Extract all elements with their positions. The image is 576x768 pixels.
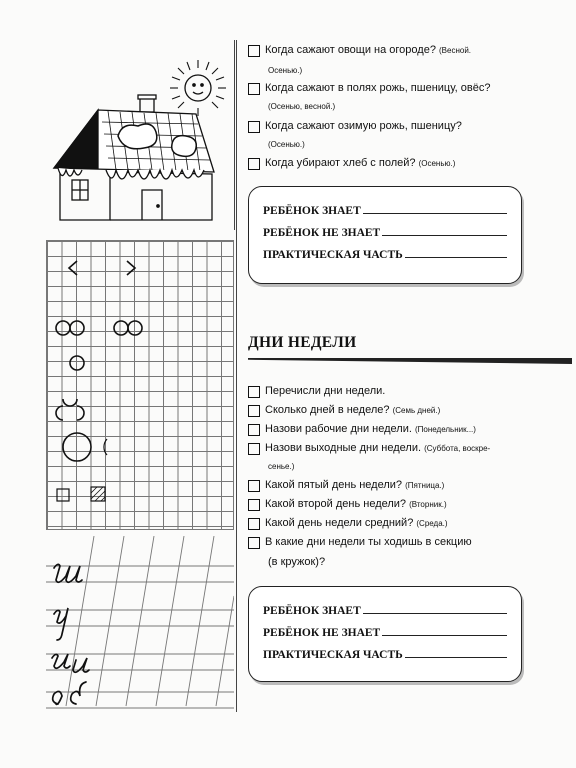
- answer-hint-continuation: сенье.): [268, 462, 295, 471]
- answer-hint: (Пятница.): [405, 481, 445, 490]
- grid-figures-pattern: [47, 241, 235, 531]
- answer-line[interactable]: [382, 635, 507, 636]
- answer-line[interactable]: [363, 613, 507, 614]
- question-item: [248, 404, 440, 418]
- practice-row: [263, 639, 507, 661]
- practice-row: [263, 239, 507, 261]
- question-item: [248, 517, 448, 531]
- checkbox[interactable]: [248, 158, 260, 170]
- section-title: ДНИ НЕДЕЛИ: [248, 334, 357, 351]
- answer-line[interactable]: [363, 213, 507, 214]
- answer-hint-continuation: (Осенью, весной.): [268, 102, 336, 111]
- assessment-box: [248, 186, 522, 284]
- answer-hint: (Весной.: [439, 46, 472, 55]
- question-item: [248, 479, 444, 493]
- checkbox[interactable]: [248, 424, 260, 436]
- answer-hint-continuation: Осенью.): [268, 66, 303, 75]
- squared-copybook-panel: [46, 240, 234, 530]
- cursive-letters-practice: [46, 536, 234, 714]
- assessment-box: [248, 586, 522, 682]
- question-item: [248, 44, 471, 58]
- question-item: [248, 498, 447, 512]
- answer-hint: (Понедельник...): [414, 425, 476, 434]
- knows-row: [263, 595, 507, 617]
- question-text: Когда сажают озимую рожь, пшеницу?: [265, 120, 462, 132]
- knows-label: РЕБЁНОК ЗНАЕТ: [263, 605, 361, 617]
- question-item: [248, 423, 476, 437]
- answer-hint-continuation: (Осенью.): [268, 140, 305, 149]
- question-text: Какой день недели средний?: [265, 517, 414, 529]
- answer-line[interactable]: [405, 657, 507, 658]
- question-text: Когда сажают в полях рожь, пшеницу, овёс?: [265, 82, 491, 94]
- question-text: Когда убирают хлеб с полей?: [265, 157, 416, 169]
- knows-label: РЕБЁНОК ЗНАЕТ: [263, 205, 361, 217]
- answer-hint: (Семь дней.): [392, 406, 441, 415]
- practice-label: ПРАКТИЧЕСКАЯ ЧАСТЬ: [263, 649, 403, 661]
- question-text: Назови выходные дни недели.: [265, 442, 422, 454]
- section-divider: [248, 358, 572, 364]
- question-text: Какой второй день недели?: [265, 498, 407, 510]
- column-divider-line: [236, 40, 237, 712]
- answer-hint: (Вторник.): [409, 500, 447, 509]
- checkbox[interactable]: [248, 518, 260, 530]
- house-illustration-panel: [46, 40, 235, 230]
- checkbox[interactable]: [248, 443, 260, 455]
- practice-label: ПРАКТИЧЕСКАЯ ЧАСТЬ: [263, 249, 403, 261]
- answer-hint: (Среда.): [416, 519, 448, 528]
- question-item: [248, 442, 490, 456]
- question-item: [248, 82, 490, 96]
- question-text: Какой пятый день недели?: [265, 479, 403, 491]
- checkbox[interactable]: [248, 499, 260, 511]
- answer-hint: (Осенью.): [418, 159, 456, 168]
- checkbox[interactable]: [248, 386, 260, 398]
- not-knows-row: [263, 217, 507, 239]
- checkbox[interactable]: [248, 405, 260, 417]
- question-continuation: (в кружок)?: [268, 556, 326, 568]
- checkbox[interactable]: [248, 480, 260, 492]
- checkbox[interactable]: [248, 45, 260, 57]
- question-item: [248, 385, 385, 399]
- question-text: В какие дни недели ты ходишь в секцию: [265, 536, 472, 548]
- question-text: Назови рабочие дни недели.: [265, 423, 412, 435]
- question-item: [248, 157, 455, 171]
- question-text: Перечисли дни недели.: [265, 385, 386, 397]
- house-with-sun-picture: [46, 40, 234, 230]
- not-knows-label: РЕБЁНОК НЕ ЗНАЕТ: [263, 227, 381, 239]
- not-knows-row: [263, 617, 507, 639]
- checkbox[interactable]: [248, 83, 260, 95]
- question-item: [248, 536, 472, 550]
- checkbox[interactable]: [248, 121, 260, 133]
- question-text: Когда сажают овощи на огороде?: [265, 44, 436, 56]
- knows-row: [263, 195, 507, 217]
- question-text: Сколько дней в неделе?: [265, 404, 390, 416]
- checkbox[interactable]: [248, 537, 260, 549]
- handwriting-practice-panel: [46, 536, 234, 714]
- answer-line[interactable]: [405, 257, 507, 258]
- answer-line[interactable]: [382, 235, 507, 236]
- answer-hint: (Суббота, воскре-: [424, 444, 491, 453]
- not-knows-label: РЕБЁНОК НЕ ЗНАЕТ: [263, 627, 381, 639]
- question-item: [248, 120, 462, 134]
